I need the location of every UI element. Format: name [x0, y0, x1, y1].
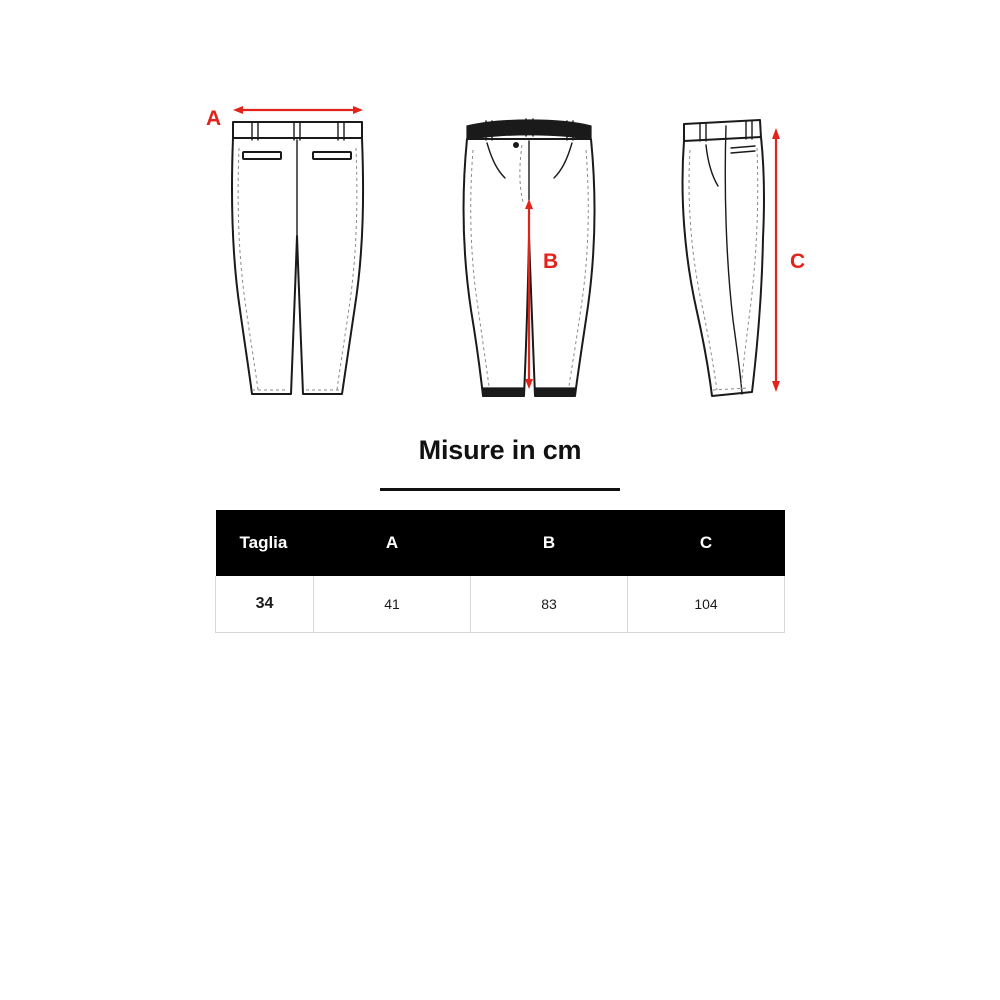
- cell-b: 83: [471, 576, 628, 633]
- measure-a-label: A: [206, 107, 222, 130]
- header-a: A: [314, 510, 471, 576]
- back-view-illustration: [232, 122, 363, 394]
- size-table-wrap: [215, 510, 785, 633]
- table-header-row: [216, 510, 785, 576]
- side-view-illustration: [683, 120, 765, 396]
- measure-c-label: C: [790, 250, 806, 273]
- size-table: [215, 510, 785, 633]
- title-block: [0, 435, 1000, 491]
- pants-measurement-diagram: [0, 0, 1000, 430]
- header-c: C: [628, 510, 785, 576]
- cell-c: 104: [628, 576, 785, 633]
- table-row: [216, 576, 785, 633]
- measure-b-label: B: [543, 250, 559, 273]
- cell-a: 41: [314, 576, 471, 633]
- page-title: Misure in cm: [418, 435, 582, 465]
- measure-c-indicator: [772, 128, 805, 392]
- header-taglia: Taglia: [216, 510, 314, 576]
- size-table-body: [216, 576, 785, 633]
- title-divider: [380, 488, 620, 491]
- header-b: B: [471, 510, 628, 576]
- size-table-head: [216, 510, 785, 576]
- cell-size: 34: [216, 576, 314, 633]
